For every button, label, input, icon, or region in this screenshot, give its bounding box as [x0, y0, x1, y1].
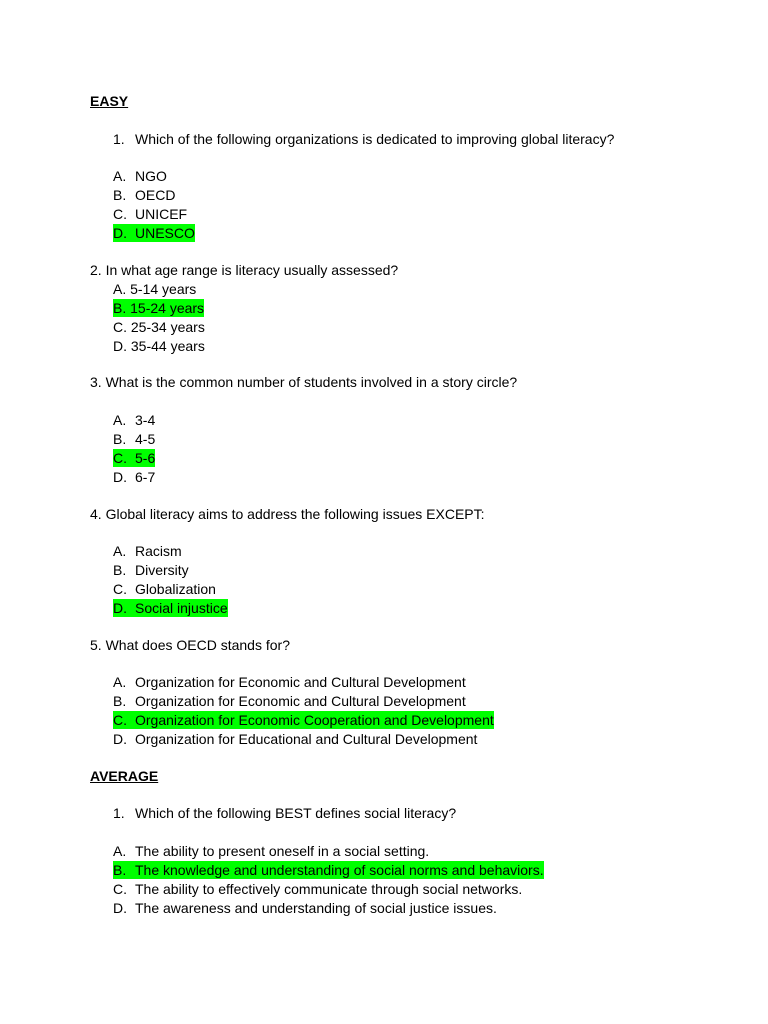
option-letter: C.: [113, 581, 127, 597]
option-c: [113, 880, 522, 898]
question-1-easy: [113, 130, 614, 148]
option-c-correct: [113, 449, 155, 467]
question-text: Which of the following BEST defines social literacy?: [135, 805, 457, 821]
option-letter: D.: [113, 600, 127, 616]
option-b: [113, 561, 189, 579]
option-b-correct: B. 15-24 years: [113, 300, 205, 316]
option-text: Social injustice: [135, 600, 228, 616]
option-c: [113, 580, 216, 598]
option-d: D. 35-44 years: [113, 338, 205, 354]
option-letter: D.: [113, 469, 127, 485]
option-a: [113, 411, 155, 429]
option-letter: A.: [113, 168, 127, 184]
option-text: The awareness and understanding of social justice issues.: [135, 900, 497, 916]
option-text: The ability to present oneself in a social setting.: [135, 843, 430, 859]
option-letter: C.: [113, 712, 127, 728]
option-b: [113, 692, 466, 710]
option-text: UNICEF: [135, 206, 188, 222]
option-text: 3-4: [135, 412, 156, 428]
option-c-correct: [113, 711, 494, 729]
option-text: NGO: [135, 168, 167, 184]
option-letter: C.: [113, 881, 127, 897]
option-letter: A.: [113, 674, 127, 690]
option-c: C. 25-34 years: [113, 319, 205, 335]
option-b: [113, 186, 175, 204]
question-4-easy: 4. Global literacy aims to address the following issues EXCEPT:: [90, 506, 485, 522]
option-a: [113, 842, 429, 860]
option-text: Organization for Economic and Cultural Development: [135, 674, 466, 690]
option-text: 6-7: [135, 469, 156, 485]
option-d: [113, 899, 497, 917]
option-letter: B.: [113, 431, 127, 447]
option-text: Diversity: [135, 562, 189, 578]
option-text: Globalization: [135, 581, 216, 597]
option-letter: B.: [113, 562, 127, 578]
option-b-correct: [113, 861, 544, 879]
option-text: The ability to effectively communicate through social networks.: [135, 881, 523, 897]
option-b: [113, 430, 155, 448]
option-a: [113, 673, 466, 691]
option-letter: D.: [113, 900, 127, 916]
option-text: 4-5: [135, 431, 156, 447]
option-letter: A.: [113, 543, 127, 559]
section-title-easy: EASY: [90, 93, 129, 109]
option-c: [113, 205, 187, 223]
question-2-easy: 2. In what age range is literacy usually assessed?: [90, 262, 399, 278]
option-letter: D.: [113, 225, 127, 241]
question-3-easy: 3. What is the common number of students involved in a story circle?: [90, 374, 518, 390]
option-d-correct: [113, 224, 195, 242]
question-5-easy: 5. What does OECD stands for?: [90, 637, 290, 653]
question-number: 1.: [113, 805, 125, 821]
option-text: 5-6: [135, 450, 156, 466]
question-text: Which of the following organizations is dedicated to improving global literacy?: [135, 131, 615, 147]
option-d: [113, 730, 477, 748]
section-title-average: AVERAGE: [90, 768, 159, 784]
option-letter: A.: [113, 412, 127, 428]
option-letter: B.: [113, 862, 127, 878]
option-a: [113, 542, 182, 560]
option-d: [113, 468, 155, 486]
option-text: OECD: [135, 187, 176, 203]
option-letter: C.: [113, 206, 127, 222]
option-a: [113, 167, 167, 185]
option-text: Organization for Economic Cooperation and Development: [135, 712, 494, 728]
question-number: 1.: [113, 131, 125, 147]
option-letter: D.: [113, 731, 127, 747]
option-letter: C.: [113, 450, 127, 466]
option-a: A. 5-14 years: [113, 281, 197, 297]
option-letter: B.: [113, 693, 127, 709]
option-letter: A.: [113, 843, 127, 859]
option-text: Organization for Educational and Cultural Development: [135, 731, 478, 747]
option-text: Organization for Economic and Cultural Development: [135, 693, 466, 709]
option-text: Racism: [135, 543, 182, 559]
option-text: The knowledge and understanding of social norms and behaviors.: [135, 862, 544, 878]
option-text: UNESCO: [135, 225, 195, 241]
option-d-correct: [113, 599, 228, 617]
question-1-average: [113, 804, 456, 822]
option-letter: B.: [113, 187, 127, 203]
